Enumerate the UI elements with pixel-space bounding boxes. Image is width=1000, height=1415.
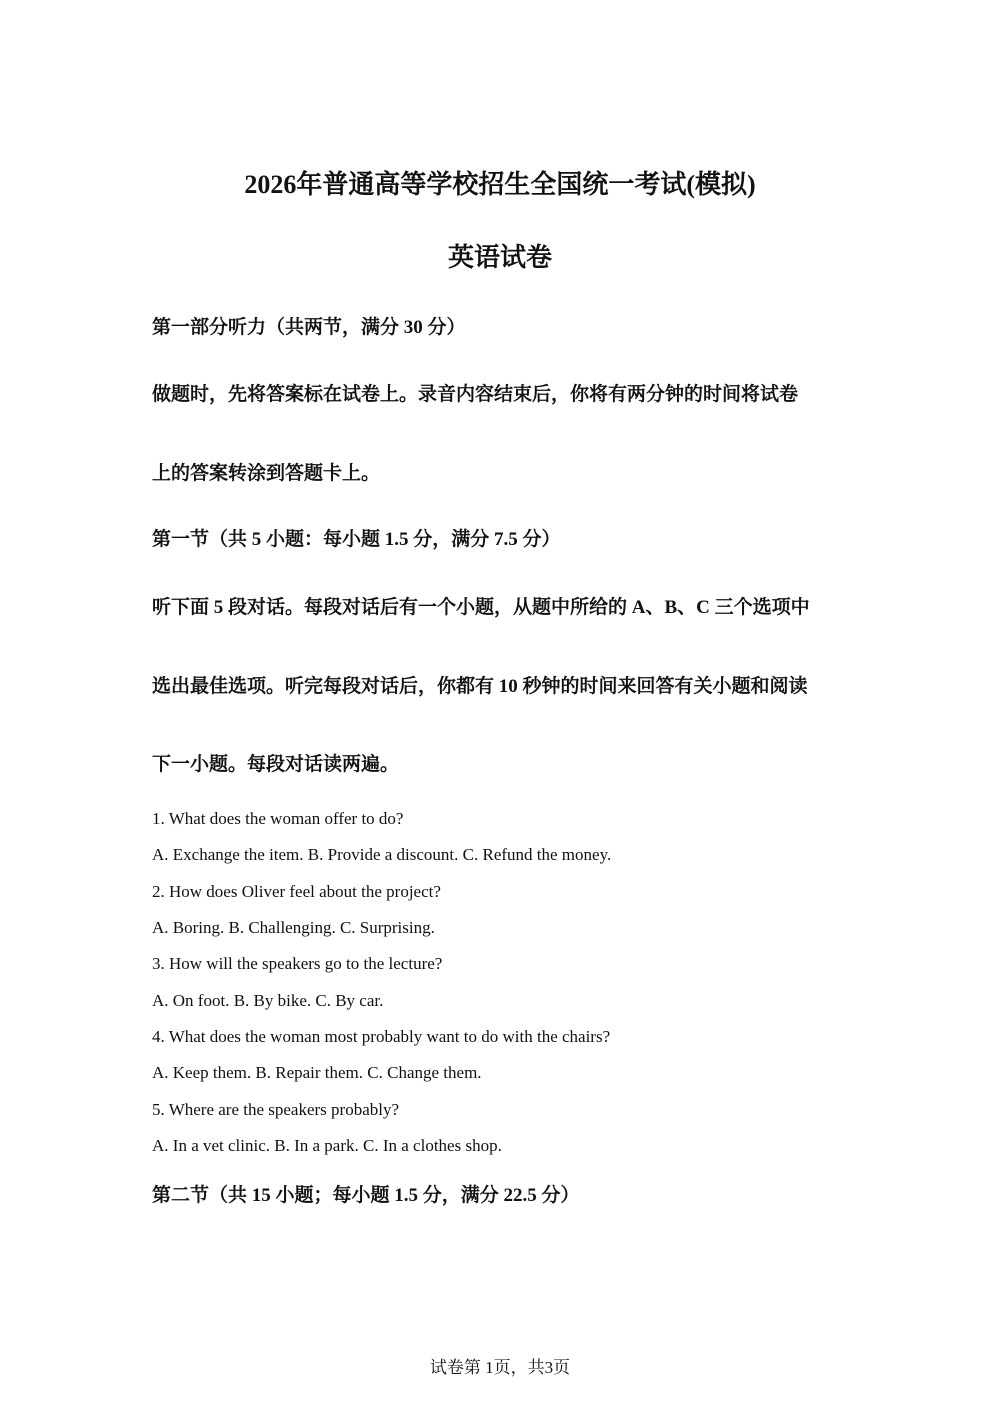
exam-title: 2026年普通高等学校招生全国统一考试(模拟) <box>244 170 756 199</box>
question-stem: 3. How will the speakers go to the lecture? <box>152 954 443 973</box>
question-options: A. In a vet clinic. B. In a park. C. In a clothes shop. <box>152 1136 502 1155</box>
question-stem: 4. What does the woman most probably want to do with the chairs? <box>152 1027 611 1046</box>
part1-instruction-line: 做题时，先将答案标在试卷上。录音内容结束后，你将有两分钟的时间将试卷 <box>152 384 799 405</box>
section1-instruction-line: 选出最佳选项。听完每段对话后，你都有 10 秒钟的时间来回答有关小题和阅读 <box>152 676 808 697</box>
section2-heading: 第二节（共 15 小题；每小题 1.5 分，满分 22.5 分） <box>152 1185 580 1206</box>
part1-instruction-line: 上的答案转涂到答题卡上。 <box>152 463 381 484</box>
exam-subtitle: 英语试卷 <box>447 243 552 272</box>
question-options: A. Keep them. B. Repair them. C. Change them. <box>152 1063 482 1082</box>
question-options: A. On foot. B. By bike. C. By car. <box>152 991 384 1010</box>
section1-heading: 第一节（共 5 小题：每小题 1.5 分，满分 7.5 分） <box>152 529 561 550</box>
part1-heading: 第一部分听力（共两节，满分 30 分） <box>152 317 466 338</box>
section1-instruction-line: 下一小题。每段对话读两遍。 <box>152 754 400 775</box>
question-options: A. Exchange the item. B. Provide a discount. C. Refund the money. <box>152 845 612 864</box>
section1-instruction-line: 听下面 5 段对话。每段对话后有一个小题，从题中所给的 A、B、C 三个选项中 <box>152 597 810 618</box>
question-stem: 1. What does the woman offer to do? <box>152 809 404 828</box>
page-footer: 试卷第 1页，共3页 <box>429 1358 571 1377</box>
question-stem: 2. How does Oliver feel about the project? <box>152 882 441 901</box>
question-stem: 5. Where are the speakers probably? <box>152 1100 400 1119</box>
question-options: A. Boring. B. Challenging. C. Surprising. <box>152 918 435 937</box>
